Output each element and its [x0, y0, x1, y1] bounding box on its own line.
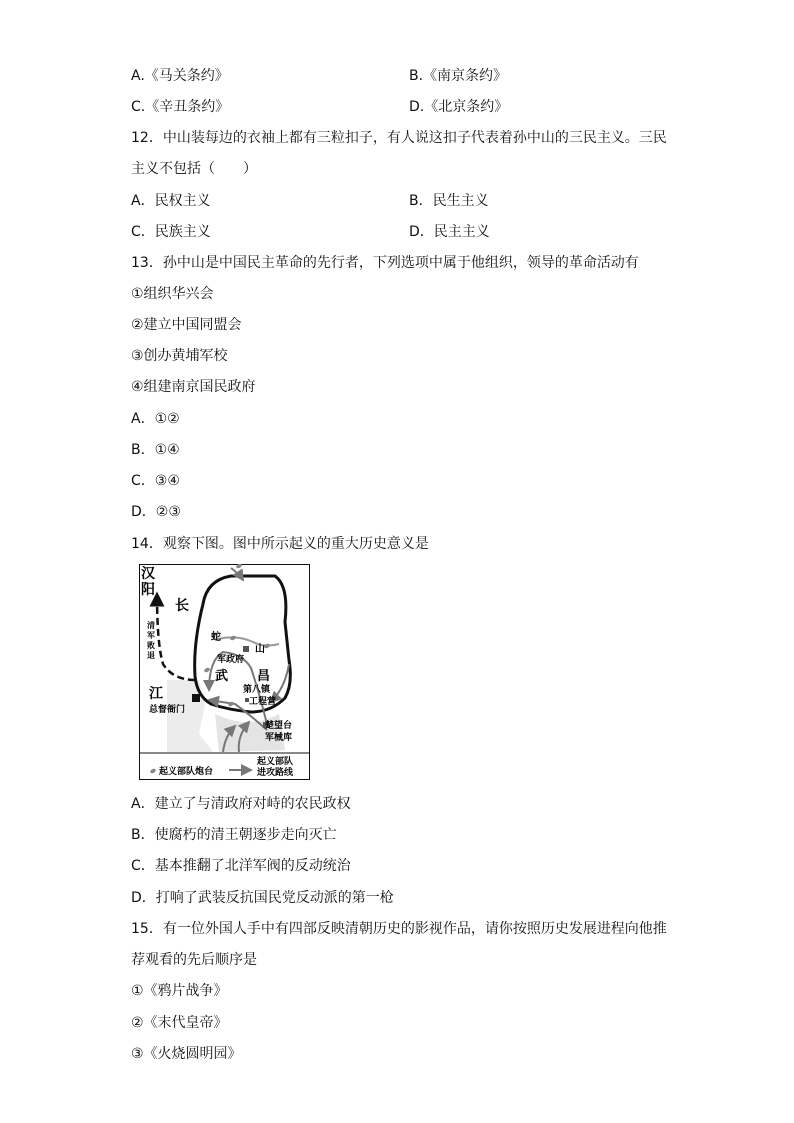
q11-option-c: C.《辛丑条约》 [131, 99, 230, 115]
q12-option-a: A．民权主义 [131, 193, 211, 209]
q13-item-2: ②建立中国同盟会 [131, 317, 242, 333]
q14-option-c: C．基本推翻了北洋军阀的反动统治 [131, 858, 351, 874]
military-government-marker [243, 646, 249, 652]
label-arsenal: 军械库 [265, 733, 293, 743]
q12-option-c: C．民族主义 [131, 224, 211, 240]
label-chang-city: 昌 [257, 669, 271, 684]
wuchang-uprising-map [139, 564, 310, 780]
q14-option-b: B．使腐朽的清王朝逐步走向灭亡 [131, 827, 337, 843]
q12-option-b: B．民生主义 [409, 193, 489, 209]
legend-artillery-label: 起义部队炮台 [159, 767, 214, 777]
q12-stem-line1: 12．中山装每边的衣袖上都有三粒扣子，有人说这扣子代表着孙中山的三民主义。三民 [131, 130, 667, 146]
q14-option-d: D．打响了武装反抗国民党反动派的第一枪 [131, 890, 394, 906]
q13-option-b: B．①④ [131, 442, 180, 458]
q14-option-a: A．建立了与清政府对峙的农民政权 [131, 796, 351, 812]
label-governor-yamen: 总督衙门 [149, 705, 186, 715]
q15-item-2: ②《末代皇帝》 [131, 1015, 228, 1031]
q11-option-a: A.《马关条约》 [131, 68, 229, 84]
label-chuwangtai: 楚望台 [265, 721, 293, 731]
governor-yamen-marker [192, 694, 200, 702]
label-engineer-camp: 工程营 [249, 697, 277, 707]
q13-item-4: ④组建南京国民政府 [131, 379, 256, 395]
legend-route-label-1: 起义部队 [257, 757, 294, 767]
label-wu: 武 [215, 669, 229, 684]
q15-stem-line2: 荐观看的先后顺序是 [131, 952, 257, 968]
q15-item-1: ①《鸦片战争》 [131, 983, 228, 999]
q15-stem-line1: 15．有一位外国人手中有四部反映清朝历史的影视作品，请你按照历史发展进程向他推 [131, 921, 667, 937]
label-retreat-3: 败 [147, 641, 155, 650]
q12-option-d: D．民主主义 [409, 224, 490, 240]
q13-option-a: A．①② [131, 411, 180, 427]
label-retreat-1: 清 [147, 621, 155, 630]
q13-stem: 13．孙中山是中国民主革命的先行者，下列选项中属于他组织，领导的革命活动有 [131, 255, 639, 271]
label-she: 蛇 [211, 632, 221, 643]
q12-stem-line2: 主义不包括（ ） [131, 161, 257, 177]
q11-option-b: B.《南京条约》 [409, 68, 508, 84]
label-shan: 山 [255, 644, 265, 655]
label-jiang: 江 [149, 686, 163, 702]
q11-option-d: D.《北京条约》 [409, 99, 509, 115]
q13-option-c: C．③④ [131, 473, 180, 489]
label-military-government: 军政府 [217, 655, 245, 665]
label-retreat-4: 退 [147, 651, 155, 660]
label-hanyang-1: 汉 [141, 566, 155, 582]
label-chang: 长 [175, 598, 189, 614]
legend-route-label-2: 进攻路线 [257, 768, 294, 778]
q13-item-3: ③创办黄埔军校 [131, 348, 228, 364]
q14-stem: 14．观察下图。图中所示起义的重大历史意义是 [131, 536, 429, 552]
label-retreat-2: 军 [147, 631, 155, 640]
q15-item-3: ③《火烧圆明园》 [131, 1046, 242, 1062]
label-hanyang-2: 阳 [141, 582, 155, 598]
q13-item-1: ①组织华兴会 [131, 286, 214, 302]
label-eighth-division: 第八镇 [243, 685, 271, 695]
q13-option-d: D．②③ [131, 504, 181, 520]
